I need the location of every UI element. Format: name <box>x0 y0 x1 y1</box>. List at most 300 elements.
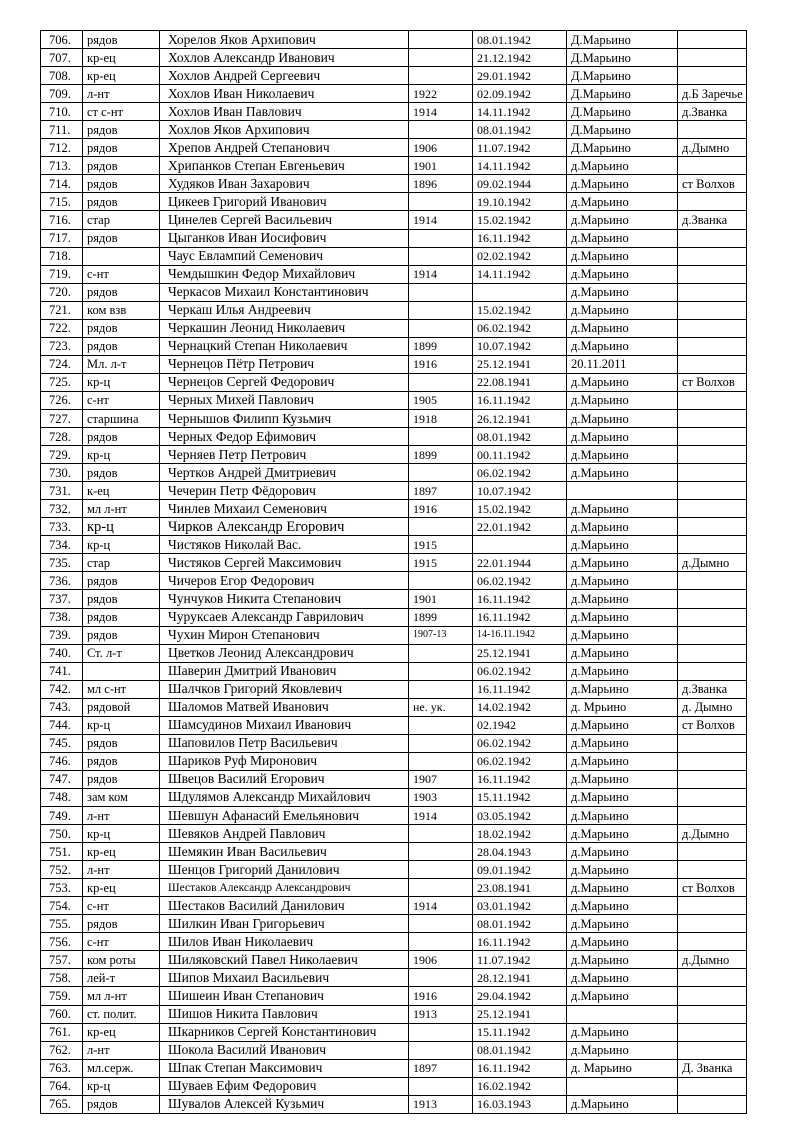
burial-place-cell: д.Марьино <box>567 716 678 734</box>
birth-year-cell: 1907-13 <box>409 626 473 644</box>
note-cell <box>678 608 747 626</box>
table-row <box>41 897 747 915</box>
birth-year-cell <box>409 464 473 482</box>
rank-cell: мл л-нт <box>83 500 160 518</box>
burial-place-cell: д.Марьино <box>567 283 678 301</box>
burial-place-cell: д.Марьино <box>567 337 678 355</box>
full-name-cell: Шувалов Алексей Кузьмич <box>160 1095 409 1113</box>
burial-place-cell: д.Марьино <box>567 770 678 788</box>
note-cell <box>678 247 747 265</box>
death-date-cell: 06.02.1942 <box>473 734 567 752</box>
note-cell <box>678 770 747 788</box>
row-number: 735. <box>41 554 83 572</box>
birth-year-cell: 1915 <box>409 554 473 572</box>
row-number: 745. <box>41 734 83 752</box>
row-number: 763. <box>41 1059 83 1077</box>
rank-cell: рядов <box>83 283 160 301</box>
rank-cell: рядов <box>83 31 160 49</box>
table-row <box>41 680 747 698</box>
full-name-cell: Черных Федор Ефимович <box>160 428 409 446</box>
note-cell <box>678 157 747 175</box>
full-name-cell: Цыганков Иван Иосифович <box>160 229 409 247</box>
death-date-cell: 11.07.1942 <box>473 951 567 969</box>
burial-place-cell: д.Марьино <box>567 608 678 626</box>
note-cell <box>678 788 747 806</box>
rank-cell: рядов <box>83 157 160 175</box>
birth-year-cell: 1916 <box>409 500 473 518</box>
birth-year-cell: 1906 <box>409 139 473 157</box>
row-number: 732. <box>41 500 83 518</box>
row-number: 725. <box>41 373 83 391</box>
table-row <box>41 139 747 157</box>
row-number: 718. <box>41 247 83 265</box>
rank-cell: рядов <box>83 572 160 590</box>
death-date-cell: 18.02.1942 <box>473 825 567 843</box>
birth-year-cell: 1918 <box>409 409 473 427</box>
table-row <box>41 734 747 752</box>
note-cell: д.Дымно <box>678 825 747 843</box>
row-number: 741. <box>41 662 83 680</box>
birth-year-cell <box>409 933 473 951</box>
death-date-cell: 06.02.1942 <box>473 319 567 337</box>
birth-year-cell: 1903 <box>409 788 473 806</box>
full-name-cell: Шариков Руф Миронович <box>160 752 409 770</box>
birth-year-cell <box>409 825 473 843</box>
birth-year-cell <box>409 1077 473 1095</box>
birth-year-cell <box>409 644 473 662</box>
birth-year-cell: 1901 <box>409 590 473 608</box>
birth-year-cell: 1916 <box>409 355 473 373</box>
burial-place-cell: д.Марьино <box>567 626 678 644</box>
row-number: 734. <box>41 536 83 554</box>
note-cell: д.Дымно <box>678 139 747 157</box>
birth-year-cell: 1896 <box>409 175 473 193</box>
full-name-cell: Чаус Евлампий Семенович <box>160 247 409 265</box>
full-name-cell: Чухин Мирон Степанович <box>160 626 409 644</box>
rank-cell: кр-ец <box>83 843 160 861</box>
note-cell: ст Волхов <box>678 879 747 897</box>
rank-cell <box>83 247 160 265</box>
row-number: 765. <box>41 1095 83 1113</box>
row-number: 707. <box>41 49 83 67</box>
full-name-cell: Чертков Андрей Дмитриевич <box>160 464 409 482</box>
memorial-list-page <box>40 30 746 1114</box>
rank-cell: рядов <box>83 319 160 337</box>
note-cell: д.Званка <box>678 680 747 698</box>
full-name-cell: Хохлов Яков Архипович <box>160 121 409 139</box>
burial-place-cell: д.Марьино <box>567 807 678 825</box>
note-cell <box>678 662 747 680</box>
death-date-cell: 16.11.1942 <box>473 680 567 698</box>
burial-place-cell: д.Марьино <box>567 680 678 698</box>
table-row <box>41 428 747 446</box>
burial-place-cell: д.Марьино <box>567 861 678 879</box>
birth-year-cell: 1913 <box>409 1095 473 1113</box>
death-date-cell: 16.11.1942 <box>473 590 567 608</box>
death-date-cell <box>473 536 567 554</box>
burial-place-cell: д.Марьино <box>567 897 678 915</box>
table-row <box>41 337 747 355</box>
rank-cell: рядов <box>83 1095 160 1113</box>
table-row <box>41 193 747 211</box>
row-number: 711. <box>41 121 83 139</box>
birth-year-cell <box>409 572 473 590</box>
row-number: 727. <box>41 409 83 427</box>
burial-place-cell: д.Марьино <box>567 1041 678 1059</box>
note-cell <box>678 518 747 536</box>
row-number: 746. <box>41 752 83 770</box>
burial-list-table <box>40 30 747 1114</box>
table-row <box>41 247 747 265</box>
table-row <box>41 31 747 49</box>
death-date-cell: 14.11.1942 <box>473 157 567 175</box>
death-date-cell: 16.11.1942 <box>473 391 567 409</box>
death-date-cell: 29.04.1942 <box>473 987 567 1005</box>
death-date-cell: 08.01.1942 <box>473 121 567 139</box>
rank-cell <box>83 662 160 680</box>
table-row <box>41 301 747 319</box>
full-name-cell: Чинлев Михаил Семенович <box>160 500 409 518</box>
death-date-cell: 25.12.1941 <box>473 355 567 373</box>
rank-cell: ст. полит. <box>83 1005 160 1023</box>
table-row <box>41 915 747 933</box>
row-number: 764. <box>41 1077 83 1095</box>
rank-cell: рядов <box>83 770 160 788</box>
death-date-cell: 00.11.1942 <box>473 446 567 464</box>
birth-year-cell: 1914 <box>409 103 473 121</box>
rank-cell: рядов <box>83 175 160 193</box>
row-number: 731. <box>41 482 83 500</box>
burial-place-cell: д.Марьино <box>567 265 678 283</box>
table-row <box>41 229 747 247</box>
table-row <box>41 373 747 391</box>
full-name-cell: Шестаков Василий Данилович <box>160 897 409 915</box>
full-name-cell: Худяков Иван Захарович <box>160 175 409 193</box>
note-cell <box>678 337 747 355</box>
full-name-cell: Шдулямов Александр Михайлович <box>160 788 409 806</box>
rank-cell: ком роты <box>83 951 160 969</box>
note-cell: ст Волхов <box>678 175 747 193</box>
table-row <box>41 500 747 518</box>
table-row <box>41 1005 747 1023</box>
burial-place-cell: д.Марьино <box>567 752 678 770</box>
burial-place-cell: д.Марьино <box>567 464 678 482</box>
note-cell <box>678 464 747 482</box>
rank-cell: л-нт <box>83 861 160 879</box>
rank-cell: Мл. л-т <box>83 355 160 373</box>
table-row <box>41 572 747 590</box>
birth-year-cell: 1899 <box>409 446 473 464</box>
row-number: 712. <box>41 139 83 157</box>
row-number: 750. <box>41 825 83 843</box>
full-name-cell: Цветков Леонид Александрович <box>160 644 409 662</box>
note-cell <box>678 1041 747 1059</box>
table-row <box>41 211 747 229</box>
note-cell <box>678 265 747 283</box>
rank-cell: рядов <box>83 626 160 644</box>
table-row <box>41 626 747 644</box>
full-name-cell: Шамсудинов Михаил Иванович <box>160 716 409 734</box>
full-name-cell: Чичеров Егор Федорович <box>160 572 409 590</box>
row-number: 760. <box>41 1005 83 1023</box>
full-name-cell: Хохлов Иван Павлович <box>160 103 409 121</box>
rank-cell: кр-ц <box>83 446 160 464</box>
table-row <box>41 103 747 121</box>
full-name-cell: Шкарников Сергей Константинович <box>160 1023 409 1041</box>
table-row <box>41 482 747 500</box>
full-name-cell: Цикеев Григорий Иванович <box>160 193 409 211</box>
note-cell <box>678 49 747 67</box>
birth-year-cell: 1914 <box>409 211 473 229</box>
row-number: 716. <box>41 211 83 229</box>
note-cell <box>678 319 747 337</box>
row-number: 739. <box>41 626 83 644</box>
death-date-cell <box>473 283 567 301</box>
full-name-cell: Шаверин Дмитрий Иванович <box>160 662 409 680</box>
table-row <box>41 969 747 987</box>
full-name-cell: Шилов Иван Николаевич <box>160 933 409 951</box>
burial-place-cell: д.Марьино <box>567 554 678 572</box>
row-number: 738. <box>41 608 83 626</box>
death-date-cell: 22.01.1944 <box>473 554 567 572</box>
rank-cell: кр-ец <box>83 67 160 85</box>
full-name-cell: Хрепов Андрей Степанович <box>160 139 409 157</box>
birth-year-cell: 1907 <box>409 770 473 788</box>
death-date-cell: 16.11.1942 <box>473 1059 567 1077</box>
death-date-cell: 02.1942 <box>473 716 567 734</box>
rank-cell: рядовой <box>83 698 160 716</box>
burial-place-cell: д.Марьино <box>567 662 678 680</box>
row-number: 740. <box>41 644 83 662</box>
burial-place-cell: д.Марьино <box>567 319 678 337</box>
row-number: 751. <box>41 843 83 861</box>
table-row <box>41 825 747 843</box>
note-cell <box>678 1005 747 1023</box>
birth-year-cell <box>409 283 473 301</box>
table-row <box>41 265 747 283</box>
birth-year-cell: не. ук. <box>409 698 473 716</box>
birth-year-cell: 1897 <box>409 482 473 500</box>
burial-place-cell <box>567 1005 678 1023</box>
note-cell <box>678 229 747 247</box>
row-number: 733. <box>41 518 83 536</box>
row-number: 755. <box>41 915 83 933</box>
burial-place-cell <box>567 1077 678 1095</box>
table-row <box>41 698 747 716</box>
full-name-cell: Черных Михей Павлович <box>160 391 409 409</box>
note-cell <box>678 933 747 951</box>
row-number: 728. <box>41 428 83 446</box>
table-row <box>41 464 747 482</box>
full-name-cell: Чернацкий Степан Николаевич <box>160 337 409 355</box>
rank-cell: рядов <box>83 337 160 355</box>
death-date-cell: 16.11.1942 <box>473 608 567 626</box>
table-row <box>41 861 747 879</box>
note-cell <box>678 861 747 879</box>
birth-year-cell: 1914 <box>409 897 473 915</box>
birth-year-cell <box>409 969 473 987</box>
rank-cell: л-нт <box>83 807 160 825</box>
death-date-cell: 28.04.1943 <box>473 843 567 861</box>
rank-cell: рядов <box>83 752 160 770</box>
burial-place-cell <box>567 482 678 500</box>
table-row <box>41 67 747 85</box>
rank-cell: кр-ец <box>83 879 160 897</box>
rank-cell: л-нт <box>83 85 160 103</box>
table-row <box>41 788 747 806</box>
full-name-cell: Цинелев Сергей Васильевич <box>160 211 409 229</box>
note-cell: ст Волхов <box>678 716 747 734</box>
table-row <box>41 716 747 734</box>
rank-cell: кр-ец <box>83 1023 160 1041</box>
note-cell <box>678 626 747 644</box>
row-number: 708. <box>41 67 83 85</box>
table-row <box>41 951 747 969</box>
birth-year-cell <box>409 301 473 319</box>
burial-place-cell: д.Марьино <box>567 590 678 608</box>
full-name-cell: Чернецов Сергей Федорович <box>160 373 409 391</box>
birth-year-cell <box>409 67 473 85</box>
note-cell <box>678 193 747 211</box>
death-date-cell: 22.08.1941 <box>473 373 567 391</box>
full-name-cell: Чечерин Петр Фёдорович <box>160 482 409 500</box>
row-number: 736. <box>41 572 83 590</box>
note-cell <box>678 969 747 987</box>
full-name-cell: Хрипанков Степан Евгеньевич <box>160 157 409 175</box>
rank-cell: кр-ц <box>83 1077 160 1095</box>
burial-place-cell: д.Марьино <box>567 843 678 861</box>
death-date-cell: 14.11.1942 <box>473 265 567 283</box>
table-row <box>41 85 747 103</box>
rank-cell: кр-ец <box>83 49 160 67</box>
table-row <box>41 807 747 825</box>
note-cell <box>678 1023 747 1041</box>
burial-place-cell: д.Марьино <box>567 518 678 536</box>
full-name-cell: Чистяков Сергей Максимович <box>160 554 409 572</box>
death-date-cell: 08.01.1942 <box>473 428 567 446</box>
row-number: 756. <box>41 933 83 951</box>
rank-cell: мл с-нт <box>83 680 160 698</box>
birth-year-cell <box>409 662 473 680</box>
table-row <box>41 536 747 554</box>
death-date-cell: 06.02.1942 <box>473 752 567 770</box>
birth-year-cell <box>409 879 473 897</box>
full-name-cell: Хохлов Иван Николаевич <box>160 85 409 103</box>
birth-year-cell <box>409 121 473 139</box>
note-cell: д.Дымно <box>678 554 747 572</box>
full-name-cell: Шаповилов Петр Васильевич <box>160 734 409 752</box>
row-number: 722. <box>41 319 83 337</box>
row-number: 754. <box>41 897 83 915</box>
death-date-cell: 16.03.1943 <box>473 1095 567 1113</box>
death-date-cell: 02.02.1942 <box>473 247 567 265</box>
table-row <box>41 987 747 1005</box>
death-date-cell: 06.02.1942 <box>473 464 567 482</box>
birth-year-cell <box>409 229 473 247</box>
note-cell <box>678 283 747 301</box>
note-cell <box>678 409 747 427</box>
full-name-cell: Шенцов Григорий Данилович <box>160 861 409 879</box>
row-number: 757. <box>41 951 83 969</box>
full-name-cell: Черкасов Михаил Константинович <box>160 283 409 301</box>
burial-place-cell: 20.11.2011 <box>567 355 678 373</box>
death-date-cell: 25.12.1941 <box>473 1005 567 1023</box>
burial-place-cell: д.Марьино <box>567 951 678 969</box>
full-name-cell: Чуруксаев Александр Гаврилович <box>160 608 409 626</box>
table-row <box>41 157 747 175</box>
table-row <box>41 49 747 67</box>
death-date-cell: 08.01.1942 <box>473 1041 567 1059</box>
birth-year-cell <box>409 373 473 391</box>
rank-cell: к-ец <box>83 482 160 500</box>
rank-cell: с-нт <box>83 897 160 915</box>
row-number: 753. <box>41 879 83 897</box>
rank-cell: зам ком <box>83 788 160 806</box>
full-name-cell: Черняев Петр Петрович <box>160 446 409 464</box>
table-row <box>41 446 747 464</box>
row-number: 744. <box>41 716 83 734</box>
table-row <box>41 933 747 951</box>
note-cell <box>678 734 747 752</box>
table-row <box>41 1059 747 1077</box>
full-name-cell: Чистяков Николай Вас. <box>160 536 409 554</box>
row-number: 752. <box>41 861 83 879</box>
table-row <box>41 391 747 409</box>
birth-year-cell <box>409 861 473 879</box>
birth-year-cell <box>409 843 473 861</box>
note-cell: д.Дымно <box>678 951 747 969</box>
full-name-cell: Шиляковский Павел Николаевич <box>160 951 409 969</box>
row-number: 715. <box>41 193 83 211</box>
burial-place-cell: д.Марьино <box>567 428 678 446</box>
birth-year-cell <box>409 247 473 265</box>
full-name-cell: Шипов Михаил Васильевич <box>160 969 409 987</box>
birth-year-cell: 1922 <box>409 85 473 103</box>
note-cell: д.Б Заречье <box>678 85 747 103</box>
rank-cell: ком взв <box>83 301 160 319</box>
burial-place-cell: д.Марьино <box>567 933 678 951</box>
note-cell <box>678 1077 747 1095</box>
death-date-cell: 15.11.1942 <box>473 1023 567 1041</box>
death-date-cell: 14.11.1942 <box>473 103 567 121</box>
birth-year-cell <box>409 428 473 446</box>
birth-year-cell: 1914 <box>409 265 473 283</box>
table-row <box>41 752 747 770</box>
burial-place-cell: д.Марьино <box>567 1095 678 1113</box>
birth-year-cell: 1916 <box>409 987 473 1005</box>
note-cell: д.Званка <box>678 211 747 229</box>
death-date-cell: 09.01.1942 <box>473 861 567 879</box>
death-date-cell: 16.02.1942 <box>473 1077 567 1095</box>
row-number: 724. <box>41 355 83 373</box>
note-cell <box>678 752 747 770</box>
burial-place-cell: д. Марьино <box>567 1059 678 1077</box>
birth-year-cell <box>409 1023 473 1041</box>
rank-cell: рядов <box>83 121 160 139</box>
full-name-cell: Хохлов Александр Иванович <box>160 49 409 67</box>
table-row <box>41 770 747 788</box>
table-row <box>41 319 747 337</box>
row-number: 721. <box>41 301 83 319</box>
burial-place-cell: Д.Марьино <box>567 31 678 49</box>
full-name-cell: Шаломов Матвей Иванович <box>160 698 409 716</box>
full-name-cell: Черкаш Илья Андреевич <box>160 301 409 319</box>
burial-place-cell: д. Мрьино <box>567 698 678 716</box>
birth-year-cell: 1899 <box>409 608 473 626</box>
birth-year-cell: 1899 <box>409 337 473 355</box>
note-cell <box>678 31 747 49</box>
row-number: 729. <box>41 446 83 464</box>
